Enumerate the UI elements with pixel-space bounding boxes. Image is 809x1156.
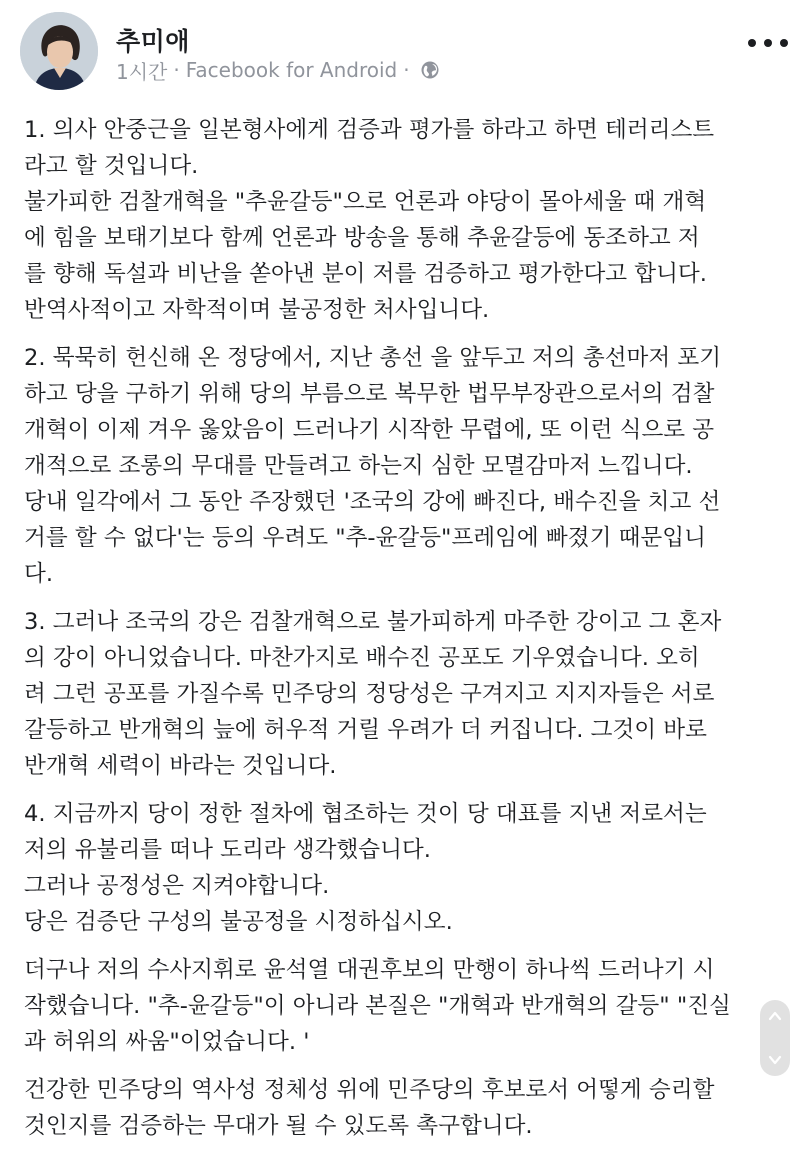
post-meta [116, 57, 440, 83]
post-time[interactable]: 1시간 [116, 59, 168, 84]
meta-separator: · [403, 58, 410, 82]
chevron-down-icon[interactable] [767, 1052, 783, 1068]
more-dot [780, 39, 788, 47]
post-paragraph: 3. 그러나 조국의 강은 검찰개혁으로 불가피하게 마주한 강이고 그 혼자 의 강이 아니었습니다. 마찬가지로 배수진 공포도 기우였습니다. 오히 려 그런 공포를 가질수록 민주당의 정당성은 구겨지고 지지자들은 서로 갈등하고 반개혁의 늪에 허우적 거릴 우려가 더 커집니다. 그것이 바로 반개혁 세력이 바라는 것입니다. [24, 609, 722, 779]
post-header [0, 0, 809, 100]
post-body [24, 112, 792, 1156]
meta-separator: · [173, 58, 180, 82]
post-paragraph: 더구나 저의 수사지휘로 윤석열 대권후보의 만행이 하나씩 드러나기 시 작했습니다. "추-윤갈등"이 아니라 본질은 "개혁과 반개혁의 갈등" "진실 과 허위의 싸움"이었습니다. ' [24, 957, 731, 1055]
post-paragraph: 1. 의사 안중근을 일본형사에게 검증과 평가를 하라고 하면 테러리스트 라고 할 것입니다. 불가피한 검찰개혁을 "추윤갈등"으로 언론과 야당이 몰아세울 때 개혁 에 힘을 보태기보다 함께 언론과 방송을 통해 추윤갈등에 동조하고 저 를 향해 독설과 비난을 쏟아낸 분이 저를 검증하고 평가한다고 합니다. 반역사적이고 자학적이며 불공정한 처사입니다. [24, 117, 715, 323]
post-paragraph: 건강한 민주당의 역사성 정체성 위에 민주당의 후보로서 어떻게 승리할 것인지를 검증하는 무대가 될 수 있도록 촉구합니다. [24, 1077, 715, 1139]
more-dot [748, 39, 756, 47]
post-source: Facebook for Android [185, 58, 398, 82]
profile-photo [20, 12, 98, 90]
more-options-icon[interactable] [748, 28, 788, 58]
scroll-widget[interactable] [760, 1000, 790, 1076]
author-name[interactable]: 추미애 [116, 27, 190, 56]
post-paragraph: 2. 묵묵히 헌신해 온 정당에서, 지난 총선 을 앞두고 저의 총선마저 포기 하고 당을 구하기 위해 당의 부름으로 복무한 법무부장관으로서의 검찰 개혁이 이제 겨우 옳았음이 드러나기 시작한 무렵에, 또 이런 식으로 공 개적으로 조롱의 무대를 만들려고 하는지 심한 모멸감마저 느낍니다. 당내 일각에서 그 동안 주장했던 '조국의 강에 빠진다, 배수진을 치고 선 거를 할 수 없다'는 등의 우려도 "추-윤갈등"프레임에 빠졌기 때문입니 다. [24, 345, 722, 587]
post-paragraph: 4. 지금까지 당이 정한 절차에 협조하는 것이 당 대표를 지낸 저로서는 저의 유불리를 떠나 도리라 생각했습니다. 그러나 공정성은 지켜야합니다. 당은 검증단 구성의 불공정을 시정하십시오. [24, 801, 707, 935]
chevron-up-icon[interactable] [767, 1008, 783, 1024]
avatar[interactable] [20, 12, 98, 90]
more-dot [764, 39, 772, 47]
globe-icon[interactable] [420, 60, 440, 80]
